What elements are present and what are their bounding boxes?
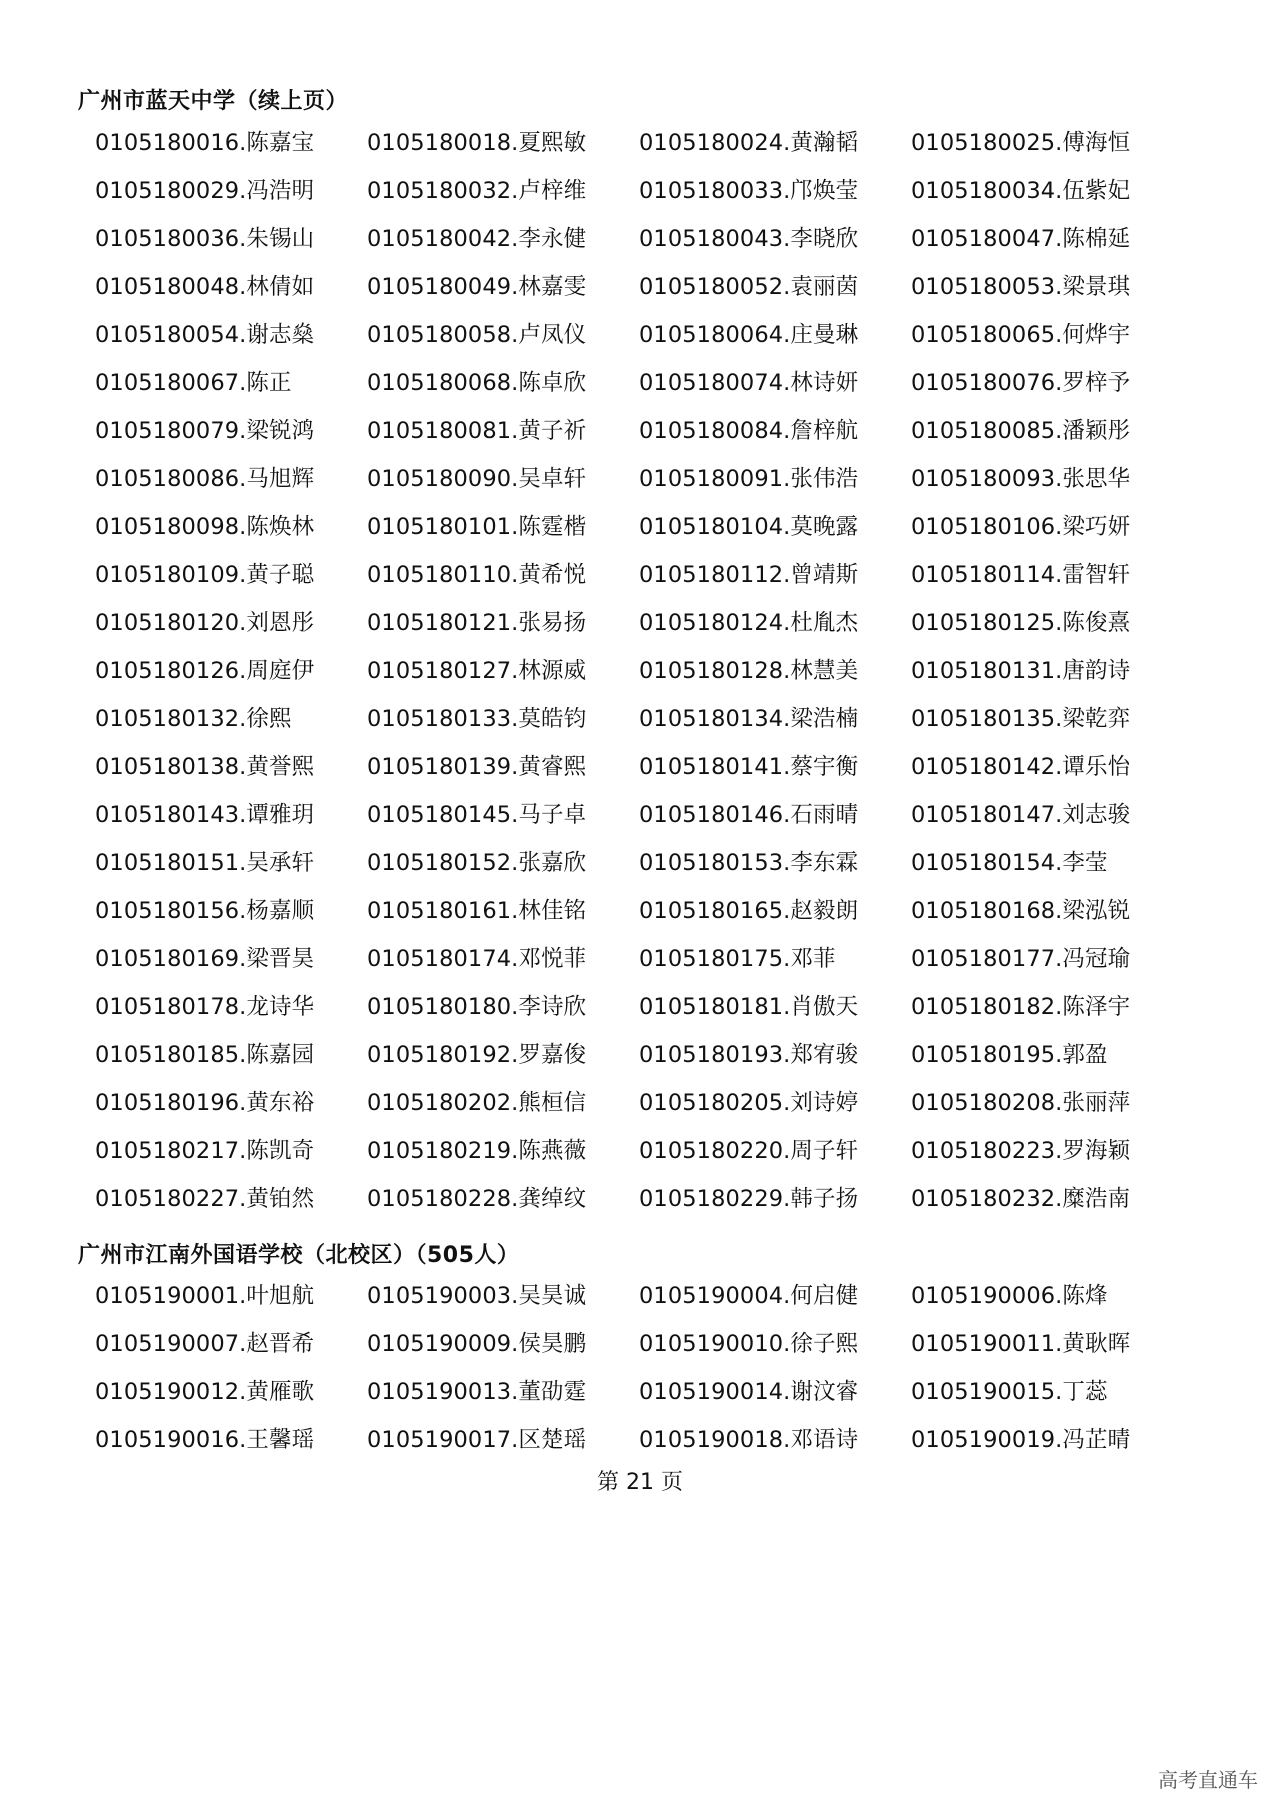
- list-item: 0105180043.李晓欣: [639, 226, 859, 252]
- list-item: 0105190009.侯昊鹏: [367, 1331, 587, 1357]
- list-item: 0105180120.刘恩彤: [95, 610, 315, 636]
- list-item: 0105180125.陈俊熹: [911, 610, 1131, 636]
- list-item: 0105180068.陈卓欣: [367, 370, 587, 396]
- list-item: 0105180232.糜浩南: [911, 1186, 1131, 1212]
- list-item: 0105180047.陈棉延: [911, 226, 1131, 252]
- list-item: 0105180034.伍紫妃: [911, 178, 1131, 204]
- list-item: 0105190006.陈烽: [911, 1283, 1108, 1309]
- list-row: [95, 1318, 1195, 1366]
- list-item: 0105180196.黄东裕: [95, 1090, 315, 1116]
- list-row: [95, 597, 1195, 645]
- list-item: 0105180223.罗海颖: [911, 1138, 1131, 1164]
- list-row: [95, 1366, 1195, 1414]
- list-item: 0105180058.卢凤仪: [367, 322, 587, 348]
- list-item: 0105180205.刘诗婷: [639, 1090, 859, 1116]
- list-item: 0105180145.马子卓: [367, 802, 587, 828]
- list-item: 0105180084.詹梓航: [639, 418, 859, 444]
- list-item: 0105190007.赵晋希: [95, 1331, 315, 1357]
- list-item: 0105180156.杨嘉顺: [95, 898, 315, 924]
- list-row: [95, 213, 1195, 261]
- list-row: [95, 1270, 1195, 1318]
- list-item: 0105180054.谢志燊: [95, 322, 315, 348]
- list-item: 0105180193.郑宥骏: [639, 1042, 859, 1068]
- list-item: 0105190019.冯芷晴: [911, 1427, 1131, 1453]
- list-item: 0105180104.莫晚露: [639, 514, 859, 540]
- list-item: 0105180032.卢梓维: [367, 178, 587, 204]
- list-item: 0105180052.袁丽茵: [639, 274, 859, 300]
- list-item: 0105180065.何烨宇: [911, 322, 1131, 348]
- list-item: 0105180228.龚绰纹: [367, 1186, 587, 1212]
- list-item: 0105180074.林诗妍: [639, 370, 859, 396]
- list-item: 0105180182.陈泽宇: [911, 994, 1131, 1020]
- watermark: 高考直通车: [1158, 1768, 1258, 1792]
- list-item: 0105180220.周子轩: [639, 1138, 859, 1164]
- list-item: 0105190017.区楚瑶: [367, 1427, 587, 1453]
- list-item: 0105180091.张伟浩: [639, 466, 859, 492]
- page-number: 第 21 页: [597, 1470, 683, 1495]
- list-item: 0105190003.吴昊诚: [367, 1283, 587, 1309]
- list-item: 0105180128.林慧美: [639, 658, 859, 684]
- list-row: [95, 1125, 1195, 1173]
- list-item: 0105180133.莫皓钧: [367, 706, 587, 732]
- list-item: 0105180147.刘志骏: [911, 802, 1131, 828]
- list-item: 0105180177.冯冠瑜: [911, 946, 1131, 972]
- list-item: 0105180085.潘颖彤: [911, 418, 1131, 444]
- list-item: 0105180081.黄子祈: [367, 418, 587, 444]
- list-item: 0105180139.黄睿熙: [367, 754, 587, 780]
- list-row: [95, 1414, 1195, 1462]
- list-item: 0105180016.陈嘉宝: [95, 130, 315, 156]
- list-item: 0105180086.马旭辉: [95, 466, 315, 492]
- list-row: [95, 309, 1195, 357]
- list-item: 0105180036.朱锡山: [95, 226, 315, 252]
- list-item: 0105180141.蔡宇衡: [639, 754, 859, 780]
- list-item: 0105180146.石雨晴: [639, 802, 859, 828]
- list-row: [95, 837, 1195, 885]
- list-item: 0105190013.董劭霆: [367, 1379, 587, 1405]
- list-row: [95, 357, 1195, 405]
- list-item: 0105180093.张思华: [911, 466, 1131, 492]
- list-row: [95, 1077, 1195, 1125]
- list-item: 0105180049.林嘉雯: [367, 274, 587, 300]
- list-row: [95, 117, 1195, 165]
- list-item: 0105180079.梁锐鸿: [95, 418, 315, 444]
- list-row: [95, 405, 1195, 453]
- list-row: [95, 933, 1195, 981]
- list-item: 0105180175.邓菲: [639, 946, 836, 972]
- list-item: 0105180064.庄曼琳: [639, 322, 859, 348]
- section-title: 广州市江南外国语学校（北校区）（505人）: [78, 1243, 520, 1268]
- name-list-grid: [95, 117, 1195, 1221]
- list-item: 0105180110.黄希悦: [367, 562, 587, 588]
- list-item: 0105180174.邓悦菲: [367, 946, 587, 972]
- list-row: [95, 549, 1195, 597]
- list-item: 0105180134.梁浩楠: [639, 706, 859, 732]
- list-row: [95, 693, 1195, 741]
- list-item: 0105180114.雷智轩: [911, 562, 1131, 588]
- list-item: 0105180217.陈凯奇: [95, 1138, 315, 1164]
- list-row: [95, 885, 1195, 933]
- list-item: 0105180161.林佳铭: [367, 898, 587, 924]
- list-row: [95, 1173, 1195, 1221]
- list-item: 0105190015.丁蕊: [911, 1379, 1108, 1405]
- list-item: 0105190010.徐子熙: [639, 1331, 859, 1357]
- list-item: 0105190018.邓语诗: [639, 1427, 859, 1453]
- list-row: [95, 645, 1195, 693]
- list-item: 0105180053.梁景琪: [911, 274, 1131, 300]
- list-item: 0105180169.梁晋昊: [95, 946, 315, 972]
- list-item: 0105180152.张嘉欣: [367, 850, 587, 876]
- list-item: 0105180151.吴承轩: [95, 850, 315, 876]
- list-row: [95, 261, 1195, 309]
- list-item: 0105180192.罗嘉俊: [367, 1042, 587, 1068]
- list-item: 0105180131.唐韵诗: [911, 658, 1131, 684]
- list-item: 0105180033.邝焕莹: [639, 178, 859, 204]
- list-item: 0105180024.黄瀚韬: [639, 130, 859, 156]
- list-item: 0105180180.李诗欣: [367, 994, 587, 1020]
- list-item: 0105180132.徐熙: [95, 706, 292, 732]
- list-item: 0105180219.陈燕薇: [367, 1138, 587, 1164]
- list-item: 0105180208.张丽萍: [911, 1090, 1131, 1116]
- list-item: 0105180202.熊桓信: [367, 1090, 587, 1116]
- list-item: 0105180135.梁乾弈: [911, 706, 1131, 732]
- list-item: 0105180098.陈焕林: [95, 514, 315, 540]
- list-item: 0105180142.谭乐怡: [911, 754, 1131, 780]
- list-item: 0105180185.陈嘉园: [95, 1042, 315, 1068]
- list-item: 0105180090.吴卓轩: [367, 466, 587, 492]
- list-row: [95, 453, 1195, 501]
- list-item: 0105180067.陈正: [95, 370, 292, 396]
- list-item: 0105180168.梁泓锐: [911, 898, 1131, 924]
- list-item: 0105180029.冯浩明: [95, 178, 315, 204]
- list-item: 0105180229.韩子扬: [639, 1186, 859, 1212]
- list-item: 0105180109.黄子聪: [95, 562, 315, 588]
- list-row: [95, 1029, 1195, 1077]
- list-item: 0105190012.黄雁歌: [95, 1379, 315, 1405]
- list-item: 0105180106.梁巧妍: [911, 514, 1131, 540]
- list-row: [95, 789, 1195, 837]
- list-item: 0105180127.林源威: [367, 658, 587, 684]
- list-item: 0105180112.曾靖斯: [639, 562, 859, 588]
- list-item: 0105180165.赵毅朗: [639, 898, 859, 924]
- list-item: 0105180121.张易扬: [367, 610, 587, 636]
- list-item: 0105190004.何启健: [639, 1283, 859, 1309]
- list-item: 0105180154.李莹: [911, 850, 1108, 876]
- list-row: [95, 981, 1195, 1029]
- list-item: 0105180124.杜胤杰: [639, 610, 859, 636]
- list-item: 0105180227.黄铂然: [95, 1186, 315, 1212]
- list-item: 0105180178.龙诗华: [95, 994, 315, 1020]
- list-item: 0105190011.黄耿晖: [911, 1331, 1131, 1357]
- list-row: [95, 165, 1195, 213]
- list-row: [95, 501, 1195, 549]
- list-item: 0105180101.陈霆楷: [367, 514, 587, 540]
- list-item: 0105180076.罗梓予: [911, 370, 1131, 396]
- list-item: 0105190014.谢汶睿: [639, 1379, 859, 1405]
- list-item: 0105180195.郭盈: [911, 1042, 1108, 1068]
- list-item: 0105180042.李永健: [367, 226, 587, 252]
- list-item: 0105180048.林倩如: [95, 274, 315, 300]
- list-item: 0105190016.王馨瑶: [95, 1427, 315, 1453]
- list-item: 0105180153.李东霖: [639, 850, 859, 876]
- list-item: 0105180018.夏熙敏: [367, 130, 587, 156]
- list-item: 0105180138.黄誉熙: [95, 754, 315, 780]
- name-list-grid: [95, 1270, 1195, 1462]
- list-item: 0105180143.谭雅玥: [95, 802, 315, 828]
- list-row: [95, 741, 1195, 789]
- list-item: 0105180126.周庭伊: [95, 658, 315, 684]
- list-item: 0105180025.傅海恒: [911, 130, 1131, 156]
- list-item: 0105180181.肖傲天: [639, 994, 859, 1020]
- list-item: 0105190001.叶旭航: [95, 1283, 315, 1309]
- section-title: 广州市蓝天中学（续上页）: [78, 89, 349, 114]
